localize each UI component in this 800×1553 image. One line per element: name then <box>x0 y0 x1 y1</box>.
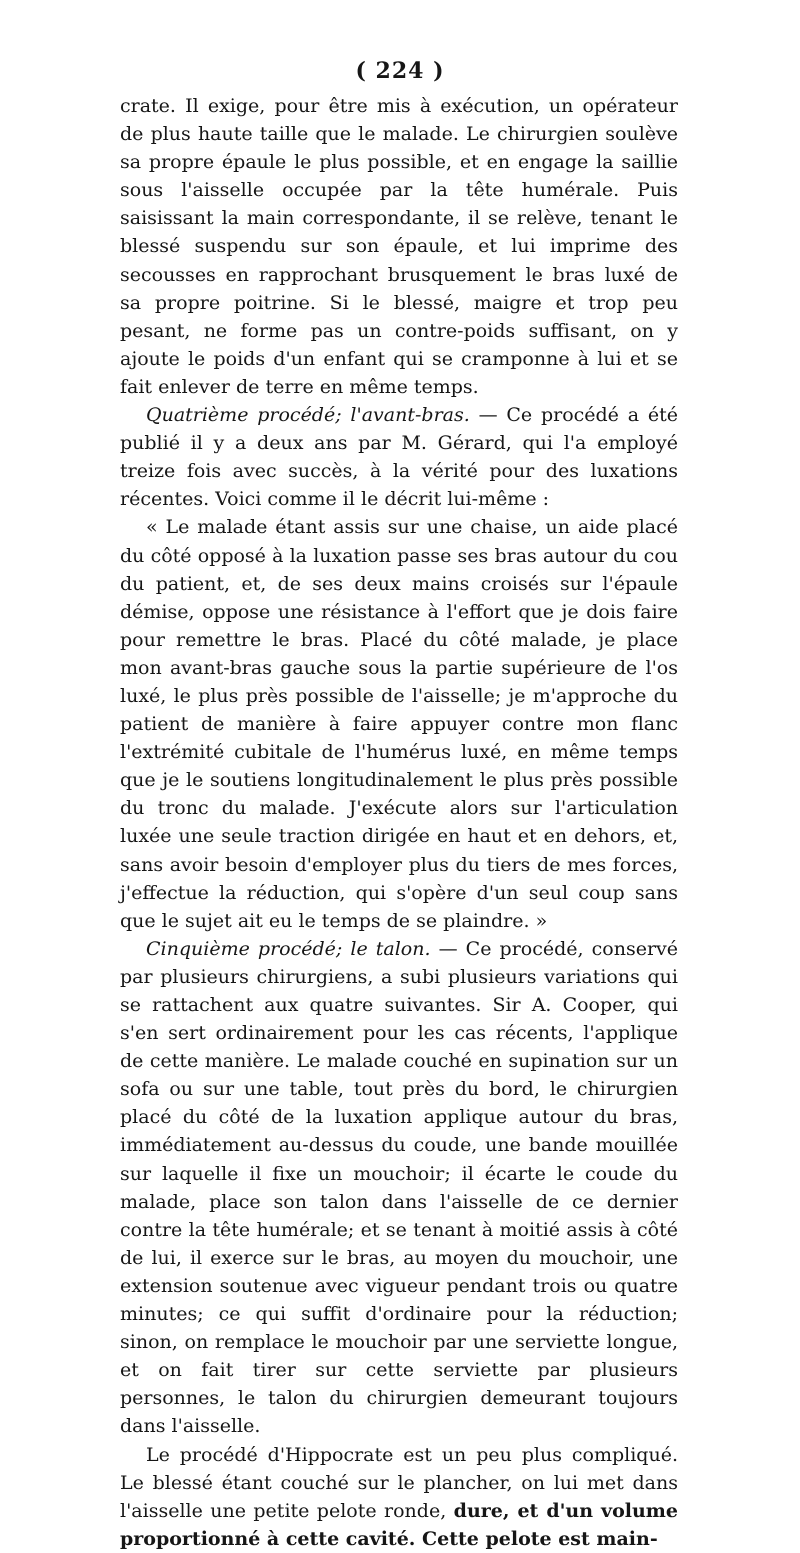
paragraph-text: — Ce procédé, conservé par plusieurs chirurgiens, a subi plusieurs variations qui se rattachent aux quatre suivantes. Sir A. Cooper, qui s'en sert ordinairement pour les cas récents, l'applique de cette manière. Le malade couché en supination sur un sofa ou sur une table, tout près du bord, le chirurgien placé du côté de la luxation applique autour du bras, immédiatement au-dessus du coude, une bande mouillée sur laquelle il fixe un mouchoir; il écarte le coude du malade, place son talon dans l'aisselle de ce dernier contre la tête humérale; et se tenant à moitié assis à côté de lui, il exerce sur le bras, au moyen du mouchoir, une extension soutenue avec vigueur pendant trois ou quatre minutes; ce qui suffit d'ordinaire pour la réduction; sinon, on remplace le mouchoir par une serviette longue, et on fait tirer sur cette serviette par plusieurs personnes, le talon du chirurgien demeurant toujours dans l'aisselle. <box>120 937 679 1438</box>
paragraph-cinquieme-procede <box>120 935 678 1441</box>
section-heading-quatrieme-procede: Quatrième procédé; l'avant-bras. <box>146 404 470 427</box>
quotation-paragraph: « Le malade étant assis sur une chaise, un aide placé du côté opposé à la luxation passe ses bras autour du cou du patient, et, de ses deux mains croisés sur l'épaule démise, oppose une résistance à l'effort que je dois faire pour remettre le bras. Placé du côté malade, je place mon avant-bras gauche sous la partie supérieure de l'os luxé, le plus près possible de l'aisselle; je m'approche du patient de manière à faire appuyer contre mon flanc l'extrémité cubitale de l'humérus luxé, en même temps que je le soutiens longitudinalement le plus près possible du tronc du malade. J'exécute alors sur l'articulation luxée une seule traction dirigée en haut et en dehors, et, sans avoir besoin d'employer plus du tiers de mes forces, j'effectue la réduction, qui s'opère d'un seul coup sans que le sujet ait eu le temps de se plaindre. » <box>120 516 678 932</box>
paragraph-hippocrate <box>120 1441 678 1553</box>
body-text <box>120 92 678 1553</box>
paragraph-text: — Ce procédé a été publié il y a deux ans par M. Gérard, qui l'a employé treize fois avec succès, à la vérité pour des luxations récentes. Voici comme il le décrit lui-même : <box>120 404 678 511</box>
paragraph-quatrieme-procede <box>120 401 678 513</box>
paragraph-continuation: crate. Il exige, pour être mis à exécution, un opérateur de plus haute taille que le malade. Le chirurgien soulève sa propre épaule le plus possible, et en engage la saillie sous l'aisselle occupée par la tête humérale. Puis saisissant la main correspondante, il se relève, tenant le blessé suspendu sur son épaule, et lui imprime des secousses en rapprochant brusquement le bras luxé de sa propre poitrine. Si le blessé, maigre et trop peu pesant, ne forme pas un contre-poids suffisant, on y ajoute le poids d'un enfant qui se cramponne à lui et se fait enlever de terre en même temps. <box>120 95 678 398</box>
section-heading-cinquieme-procede: Cinquième procédé; le talon. <box>146 937 431 960</box>
paragraph-text: Le procédé d'Hippocrate est un peu plus compliqué. Le blessé étant couché sur le plancher, on lui met dans l'aisselle une petite pelote ronde, <box>120 1443 678 1522</box>
page-number: ( 224 ) <box>355 58 445 84</box>
paragraph-text-bold: dure, et d'un volume proportionné à cette cavité. Cette pelote est main- <box>120 1499 678 1550</box>
